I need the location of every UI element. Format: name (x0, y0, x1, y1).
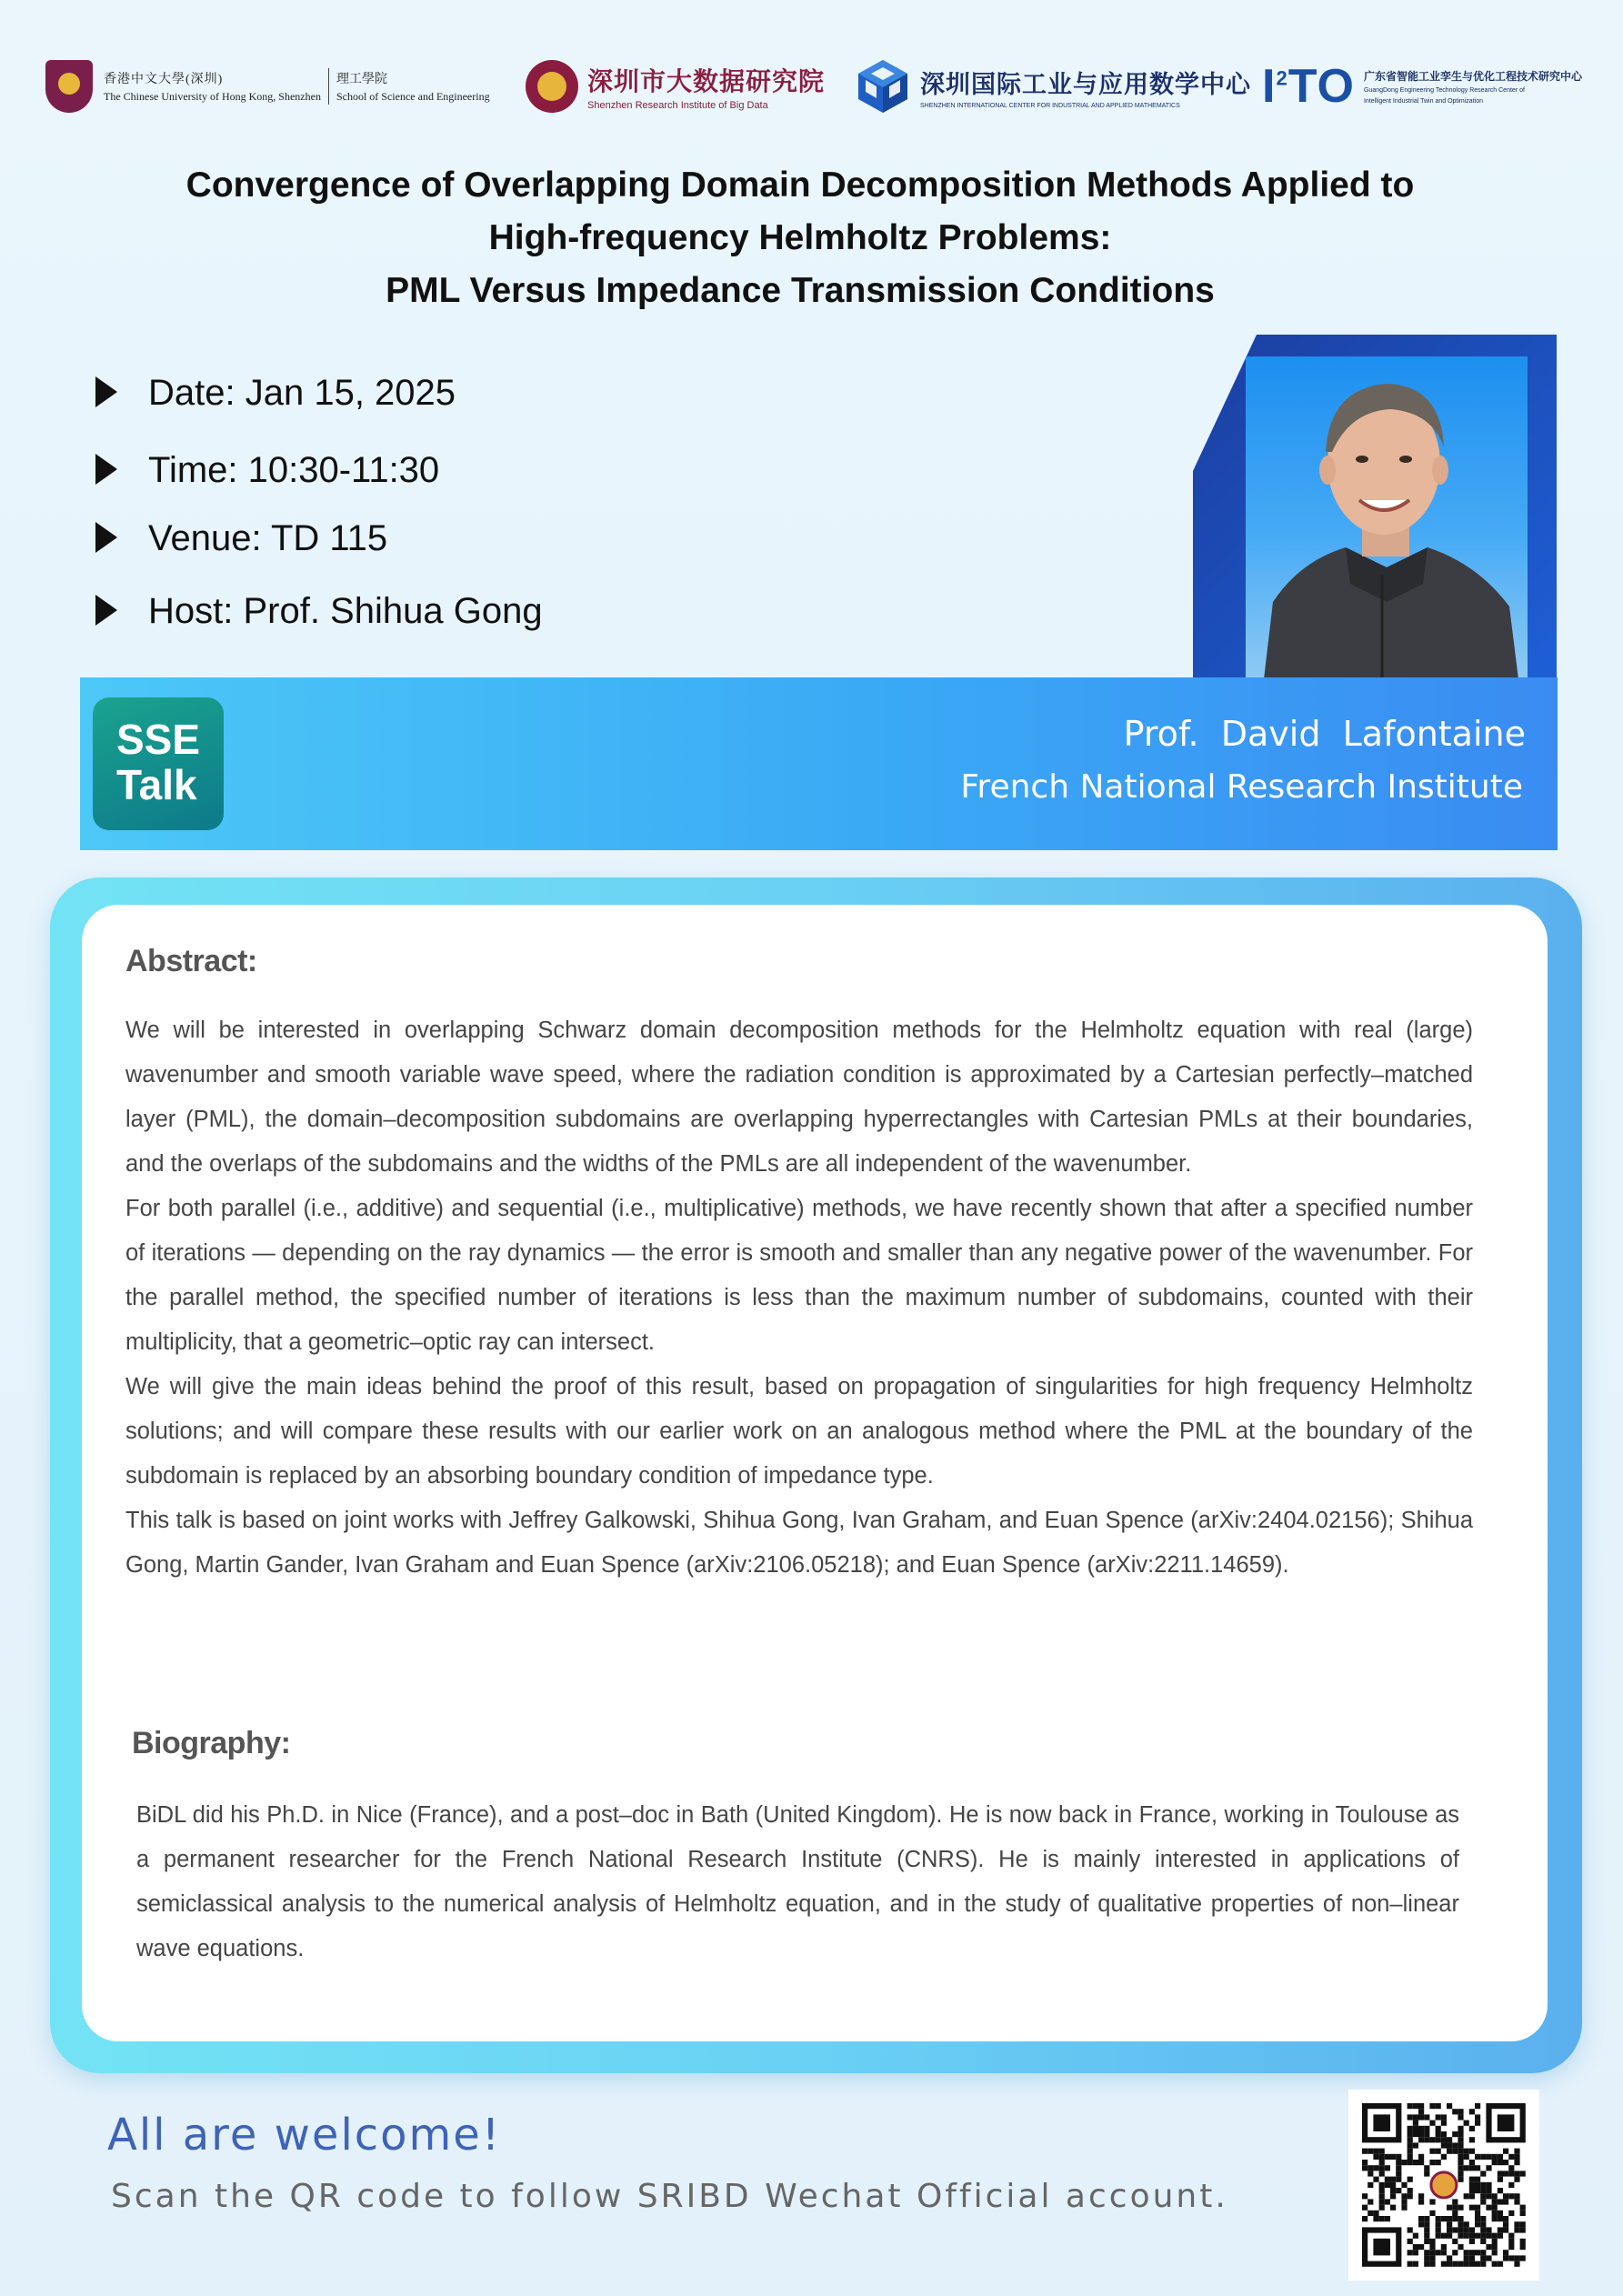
speaker-banner (80, 677, 1558, 850)
title-line-2: High-frequency Helmholtz Problems: (488, 218, 1112, 257)
speaker-name: Prof. David Lafontaine (1123, 714, 1526, 754)
triangle-bullet-icon (95, 522, 117, 553)
sribd-logo (526, 50, 825, 123)
sribd-emblem-icon (526, 60, 578, 113)
qr-code-icon[interactable] (1348, 2090, 1539, 2281)
cuhk-name-zh: 香港中文大學(深圳) (104, 73, 224, 86)
i2to-logo (1262, 50, 1582, 123)
logo-divider (328, 68, 329, 105)
sribd-name-zh: 深圳市大数据研究院 (587, 67, 826, 95)
speaker-portrait (1246, 356, 1528, 679)
badge-line-1: SSE (116, 716, 201, 763)
siciam-name-zh: 深圳国际工业与应用数学中心 (920, 70, 1251, 98)
biography-paragraph-1: BiDL did his Ph.D. in Nice (France), and a post–doc in Bath (United Kingdom). He is now back in France, working in Toulouse as a permanent researcher for the French National Research Institute (CNRS). He is mainly interested in applications of semiclassical analysis to the numerical analysis of Helmholtz equation, and in the study of qualitative properties of non–linear wave equations. (136, 1802, 1459, 1961)
triangle-bullet-icon (95, 376, 117, 407)
welcome-text: All are welcome! (107, 2110, 502, 2161)
i2to-name-en-1: GuangDong Engineering Technology Research Center of (1363, 86, 1525, 94)
info-host: Host: Prof. Shihua Gong (95, 591, 543, 632)
triangle-bullet-icon (95, 595, 117, 626)
info-venue: Venue: TD 115 (95, 518, 387, 559)
title-line-1: Convergence of Overlapping Domain Decomposition Methods Applied to (185, 165, 1415, 205)
siciam-logo (855, 50, 1251, 123)
biography-body (136, 1793, 1459, 1971)
speaker-portrait-illustration (1246, 356, 1528, 679)
speaker-institution: French National Research Institute (960, 768, 1523, 806)
triangle-bullet-icon (95, 454, 117, 485)
scan-instruction: Scan the QR code to follow SRIBD Wechat Official account. (111, 2178, 1228, 2215)
school-name-en: School of Science and Engineering (336, 90, 490, 103)
cuhk-crest-icon (45, 60, 93, 113)
abstract-paragraph-4: This talk is based on joint works with Jeffrey Galkowski, Shihua Gong, Ivan Graham, and Euan Spence (arXiv:2404.02156); Shihua Gong, Martin Gander, Ivan Graham and Euan Spence (arXiv:2106.05218); and Euan Spence (arXiv:2211.14659). (125, 1508, 1473, 1578)
info-date: Date: Jan 15, 2025 (95, 373, 456, 414)
cuhk-shenzhen-logo (45, 50, 490, 123)
cuhk-name-en: The Chinese University of Hong Kong, Shenzhen (104, 90, 321, 103)
school-name-zh: 理工學院 (336, 73, 387, 86)
title-line-3: PML Versus Impedance Transmission Conditions (386, 271, 1215, 310)
sse-talk-badge (93, 697, 224, 830)
abstract-heading: Abstract: (125, 944, 257, 978)
sribd-name-en: Shenzhen Research Institute of Big Data (587, 100, 768, 111)
info-time: Time: 10:30-11:30 (95, 450, 439, 491)
abstract-paragraph-2: For both parallel (i.e., additive) and sequential (i.e., multiplicative) methods, we have recently shown that after a specified number of iterations — depending on the ray dynamics — the error is smooth and smaller than any negative power of the wavenumber. For the parallel method, the specified number of iterations is less than the maximum number of subdomains, counted with their multiplicity, that a geometric–optic ray can intersect. (125, 1196, 1473, 1355)
i2to-name-en-2: Intelligent Industrial Twin and Optimization (1363, 97, 1483, 105)
abstract-paragraph-3: We will give the main ideas behind the proof of this result, based on propagation of singularities for high frequency Helmholtz solutions; and will compare these results with our earlier work on an analogous method where the PML at the boundary of the subdomain is replaced by an absorbing boundary condition of impedance type. (125, 1374, 1473, 1489)
i2to-name-zh: 广东省智能工业孪生与优化工程技术研究中心 (1363, 69, 1582, 83)
talk-title (82, 159, 1518, 317)
badge-line-2: Talk (116, 761, 197, 808)
siciam-name-en: SHENZHEN INTERNATIONAL CENTER FOR INDUSTRIAL AND APPLIED MATHEMATICS (920, 102, 1180, 109)
i2to-wordmark: $I^2TO$ (1262, 60, 1355, 113)
abstract-body (125, 1008, 1473, 1588)
biography-heading: Biography: (132, 1726, 291, 1760)
logo-bar (0, 50, 1623, 123)
abstract-paragraph-1: We will be interested in overlapping Schwarz domain decomposition methods for the Helmholtz equation with real (large) wavenumber and smooth variable wave speed, where the radiation condition is approximated by a Cartesian perfectly–matched layer (PML), the domain–decomposition subdomains are overlapping hyperrectangles with Cartesian PMLs at their boundaries, and the overlaps of the subdomains and the widths of the PMLs are all independent of the wavenumber. (125, 1018, 1473, 1177)
siciam-cube-icon (855, 58, 911, 115)
